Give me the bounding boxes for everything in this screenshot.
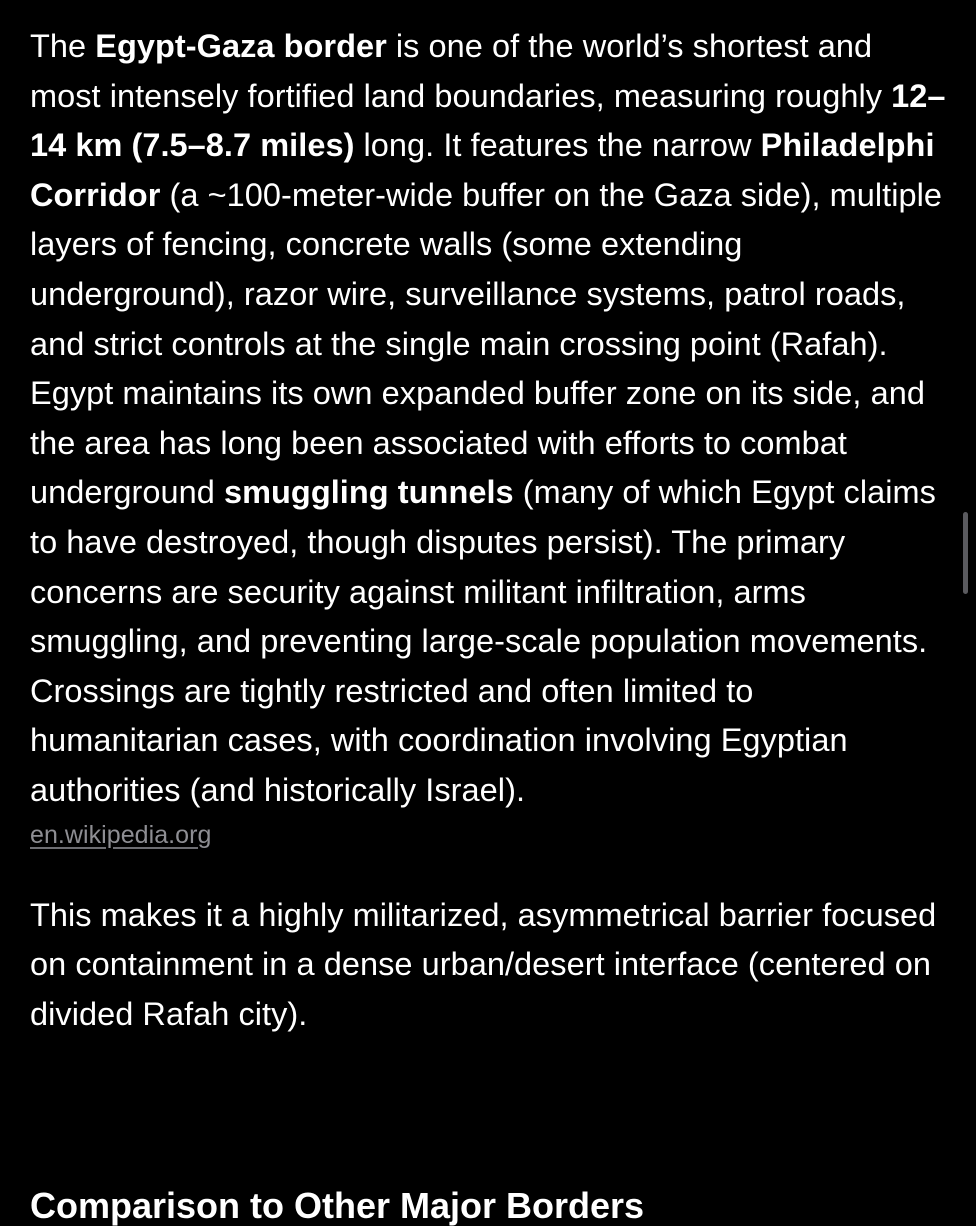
paragraph-border-overview	[30, 22, 950, 853]
section-heading-partial: Comparison to Other Major Borders	[30, 1185, 645, 1226]
bold-philadelphi-corridor: Philadelphi Corridor	[30, 127, 935, 213]
source-citation	[30, 814, 950, 853]
para1-text-2: is one of the world’s shortest and most intensely fortified land boundaries, measuring roughly	[30, 28, 892, 114]
para1-text-3: long. It features the narrow	[354, 127, 761, 164]
bold-egypt-gaza-border: Egypt-Gaza border	[95, 28, 387, 64]
bold-smuggling-tunnels: smuggling tunnels	[223, 474, 514, 511]
para1-text-4: (a ~100-meter-wide buffer on the Gaza side), multiple layers of fencing, concrete walls (some extending underground), razor wire, surveillance systems, patrol roads, and strict controls at the single main crossing point (Rafah). Egypt maintains its own expanded buffer zone on its side, and the area has long been associated with efforts to combat underground	[30, 176, 942, 511]
bold-border-length: 12–14 km (7.5–8.7 miles)	[30, 77, 946, 164]
source-link-wikipedia[interactable]: en.wikipedia.org	[30, 820, 212, 849]
para1-text-5: (many of which Egypt claims to have destroyed, though disputes persist). The primary concerns are security against militant infiltration, arms smuggling, and preventing large-scale population movements. Crossings are tightly restricted and often limited to humanitarian cases, with coordination involving Egyptian authorities (and historically Israel).	[30, 474, 936, 808]
para1-text-1: The	[30, 28, 96, 64]
paragraph-summary: This makes it a highly militarized, asymmetrical barrier focused on containment in a dense urban/desert interface (centered on divided Rafah city).	[30, 896, 937, 1032]
response-content	[30, 22, 950, 1039]
scroll-indicator[interactable]	[963, 512, 968, 594]
